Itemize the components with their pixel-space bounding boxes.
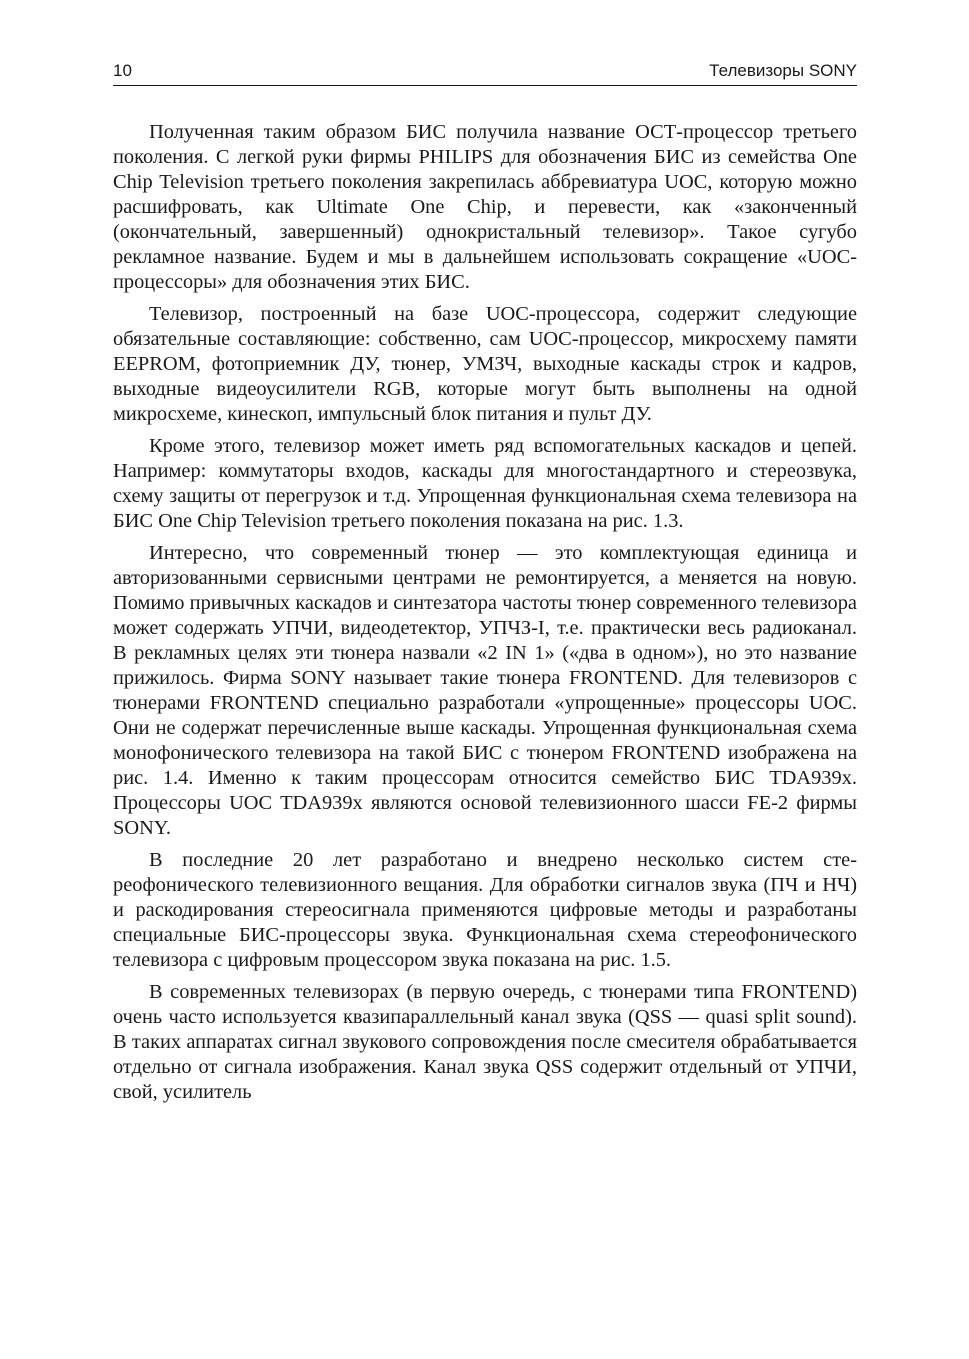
running-header — [113, 60, 857, 86]
body-text — [113, 120, 857, 1105]
page-number: 10 — [113, 61, 132, 80]
paragraph-6: В современных телевизорах (в первую очередь, с тюнерами типа FRONTEND) очень часто используется квазипараллельный канал звука (QSS — quasi split sound). В таких аппаратах сигнал звукового сопровождения после смесителя обрабатывается отдельно от сигнала изображения. Канал звука QSS содержит отдельный от УПЧИ, свой, усилитель — [113, 981, 857, 1103]
paragraph-1: Полученная таким образом БИС получила название ОСТ-процессор третьего поколения. С легкой руки фирмы PHILIPS для обозначения БИС из семейства One Chip Television третьего поколения закрепилась аббревиатура UOC, которую можно расшифровать, как Ultimate One Chip, и перевести, как «законченный (окончательный, завершенный) однокристальный телевизор». Такое сугубо рекламное название. Будем и мы в дальнейшем использовать сокращение «UOC-процессоры» для обозначения этих БИС. — [113, 121, 857, 293]
paragraph-4: Интересно, что современный тюнер — это комплектующая единица и авторизованными сервисными центрами не ремонтируется, а меняется на новую. Помимо привычных каскадов и синтезатора частоты тюнер современного телевизора может содержать УПЧИ, видеодетектор, УПЧЗ-I, т.е. практически весь радиоканал. В рекламных целях эти тюнера назвали «2 IN 1» («два в одном»), но это название прижилось. Фирма SONY называет такие тюнера FRONTEND. Для телевизоров с тюнерами FRONTEND специально разработали «упрощенные» процессоры UOC. Они не содержат перечисленные выше каскады. Упрощенная функциональная схема монофонического телевизора на такой БИС с тюнером FRONTEND изображена на рис. 1.4. Именно к таким процессорам относится семейство БИС TDA939x. Процессоры UOC TDA939x являются основой телевизионного шасси FE-2 фирмы SONY. — [113, 542, 857, 839]
running-title: Телевизоры SONY — [709, 61, 857, 80]
paragraph-5: В последние 20 лет разработано и внедрено несколько систем стереофонического телевизионного вещания. Для обработки сигналов звука (ПЧ и НЧ) и раскодирования стереосигнала применяются цифровые методы и разработаны специальные БИС-процессоры звука. Функциональная схема стереофонического телевизора с цифровым процессором звука показана на рис. 1.5. — [113, 849, 857, 971]
paragraph-3: Кроме этого, телевизор может иметь ряд вспомогательных каскадов и цепей. Например: коммутаторы входов, каскады для многостандартного и стереозвука, схему защиты от перегрузок и т.д. Упрощенная функциональная схема телевизора на БИС One Chip Television третьего поколения показана на рис. 1.3. — [113, 435, 857, 532]
paragraph-2: Телевизор, построенный на базе UOC-процессора, содержит следующие обязательные составляющие: собственно, сам UOC-процессор, микросхему памяти EEPROM, фотоприемник ДУ, тюнер, УМЗЧ, выходные каскады строк и кадров, выходные видеоусилители RGB, которые могут быть выполнены на одной микросхеме, кинескоп, импульсный блок питания и пульт ДУ. — [113, 303, 857, 425]
book-page — [113, 60, 857, 1112]
